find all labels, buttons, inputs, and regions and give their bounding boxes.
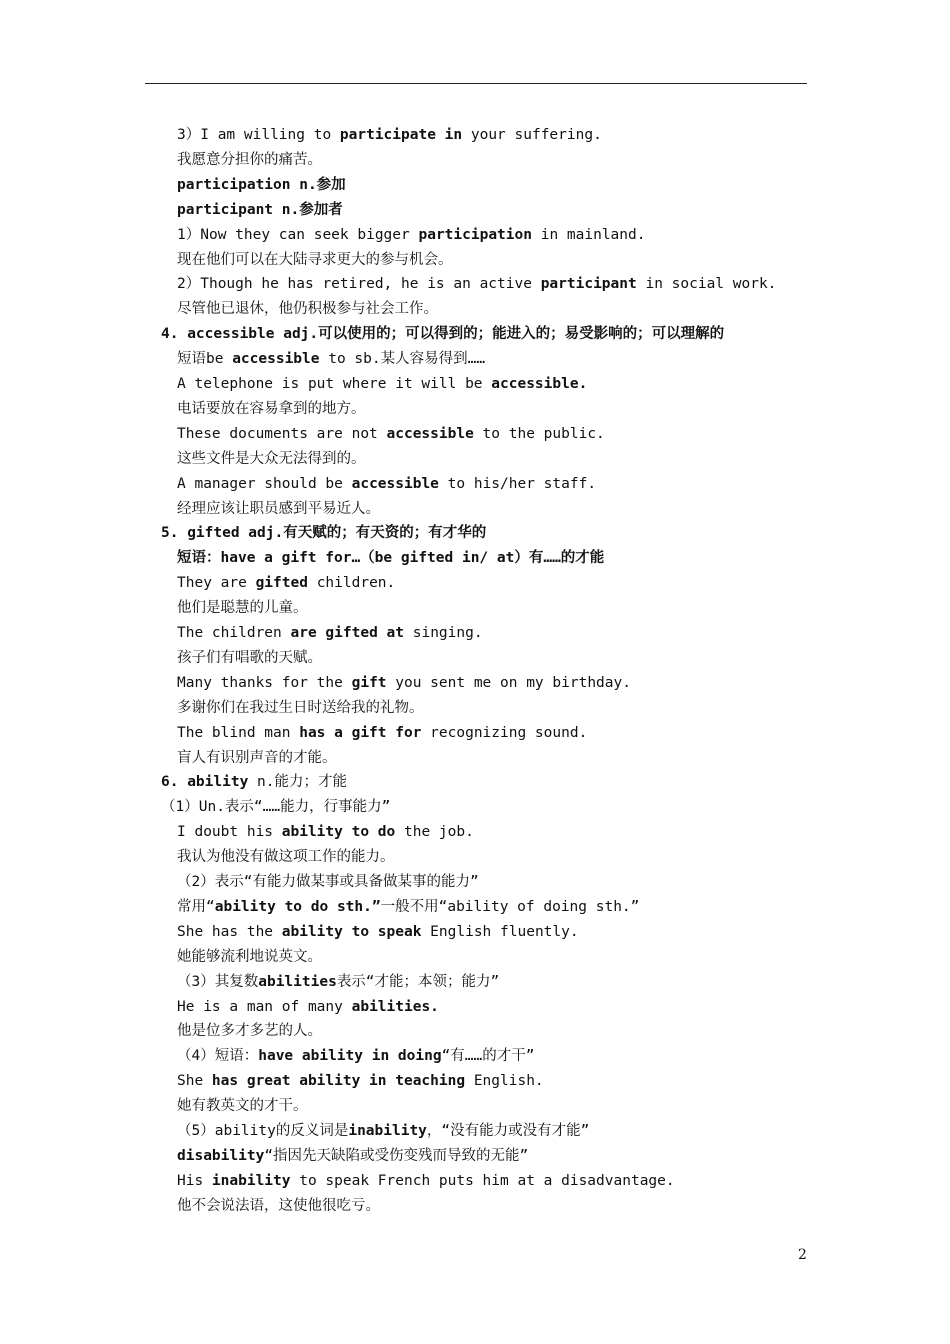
text-segment: the job. [395,824,474,841]
text-segment: to speak French puts him at a disadvantage. [290,1172,675,1189]
text-line [177,1021,322,1041]
bold-segment: ability to do [281,824,396,841]
text-segment: 表示“才能；本领；能力” [336,973,500,990]
bold-segment: inability [348,1123,427,1139]
text-line [177,1196,380,1216]
text-segment: （4）短语： [177,1048,259,1065]
text-segment: “有……的才干” [441,1048,535,1065]
text-segment: Many thanks for the [177,674,352,691]
bold-segment: have ability in doing [258,1048,442,1065]
text-segment: 他们是聪慧的儿童。 [177,600,308,617]
text-segment: in social work. [636,276,777,293]
text-line [177,897,639,917]
text-line [177,125,602,145]
text-line [177,200,343,220]
bold-segment: participation [418,226,532,243]
bold-segment: disability [177,1147,265,1164]
text-segment: ，“没有能力或没有才能” [426,1123,590,1139]
text-line [177,1146,528,1166]
text-line [177,1096,308,1116]
text-segment: The blind man [177,724,300,741]
bold-segment: 4. accessible adj.可以使用的；可以得到的；能进入的；易受影响的；可以理解的 [161,326,725,343]
text-segment: English fluently. [421,923,579,940]
bold-segment: 短语：have a gift for…（be gifted in/ at）有……的才能 [177,550,605,567]
bold-segment: inability [211,1172,291,1189]
bold-segment: has a gift for [299,724,422,741]
text-segment: （2）表示“有能力做某事或具备做某事的能力” [177,874,479,890]
text-line [177,449,366,469]
bold-segment: abilities [258,973,337,990]
text-segment: “指因先天缺陷或受伤变残而导致的无能” [264,1147,529,1164]
text-segment: I doubt his [177,824,282,841]
text-line [161,324,724,344]
text-segment: n.能力；才能 [248,774,348,791]
text-segment: 他不会说法语，这使他很吃亏。 [177,1197,380,1214]
text-line [177,1121,589,1141]
text-line [177,548,604,568]
text-segment: to his/her staff. [438,475,597,492]
text-segment: 1）Now they can seek bigger [177,226,419,243]
bold-segment: 5. gifted adj.有天赋的；有天资的；有才华的 [161,525,487,542]
bold-segment: participation n.参加 [177,176,346,193]
text-segment: 我愿意分担你的痛苦。 [177,151,322,168]
bold-segment: accessible [386,425,474,442]
bold-segment: participant [540,276,637,293]
text-segment: 短语be [177,351,233,368]
text-segment: She has the [177,923,282,940]
bold-segment: abilities. [351,998,439,1015]
bold-segment: ability to speak [281,923,422,940]
text-line [177,175,346,195]
text-line [177,399,366,419]
text-segment: （1）Un.表示“……能力，行事能力” [161,799,391,816]
bold-segment: accessible [351,475,439,492]
text-line [177,748,337,768]
text-line [177,673,631,693]
text-line [161,523,486,543]
text-segment: 一般不用“ability of doing sth.” [380,898,640,915]
text-line [177,847,395,867]
text-line [177,573,395,593]
text-segment: 他是位多才多艺的人。 [177,1023,322,1040]
bold-segment: gift [351,674,387,691]
text-segment: A telephone is put where it will be [177,376,492,392]
text-segment: They are [177,575,256,592]
text-line [177,424,605,444]
text-segment: These documents are not [177,425,387,442]
text-line [177,1071,544,1091]
text-line [177,274,776,294]
text-line [177,1171,675,1191]
text-line [177,698,424,718]
text-segment: 多谢你们在我过生日时送给我的礼物。 [177,699,424,716]
text-segment: your suffering. [462,127,602,143]
text-segment: 盲人有识别声音的才能。 [177,749,337,766]
text-segment: 经理应该让职员感到平易近人。 [177,500,380,517]
bold-segment: accessible [232,351,320,368]
text-line [177,872,479,892]
text-line [177,598,308,618]
text-segment: 我认为他没有做这项工作的能力。 [177,849,395,866]
bold-segment: has great ability in teaching [211,1073,466,1090]
text-segment: 3）I am willing to [177,127,340,143]
text-line [177,997,439,1017]
text-line [161,772,347,792]
text-line [177,250,453,270]
bold-segment: 6. ability [161,774,249,791]
text-segment: 电话要放在容易拿到的地方。 [177,400,366,417]
header-rule [145,83,807,84]
text-line [177,972,499,992]
text-line [177,349,485,369]
bold-segment: gifted [255,575,308,592]
text-segment: （3）其复数 [177,973,259,990]
text-line [177,922,579,942]
text-line [177,499,380,519]
text-line [177,150,322,170]
text-segment: 常用“ [177,898,215,915]
bold-segment: accessible. [491,376,588,392]
text-segment: English. [465,1073,544,1090]
text-segment: to the public. [473,425,605,442]
bold-segment: participant n.参加者 [177,201,343,218]
text-line [177,374,587,394]
text-segment: to sb.某人容易得到…… [319,351,486,368]
text-segment: singing. [404,625,483,641]
text-segment: The children [177,625,291,641]
text-segment: recognizing sound. [421,724,588,741]
text-segment: He is a man of many [177,998,352,1015]
text-line [177,623,483,643]
text-segment: （5）ability的反义词是 [177,1123,349,1139]
text-segment: A manager should be [177,475,352,492]
text-segment: 尽管他已退休，他仍积极参与社会工作。 [177,301,438,318]
text-line [177,474,596,494]
text-line [177,822,474,842]
text-segment: in mainland. [531,226,646,243]
text-line [177,299,438,319]
text-segment: 孩子们有唱歌的天赋。 [177,649,322,666]
bold-segment: are gifted at [290,625,404,641]
text-line [177,723,587,743]
page-number: 2 [798,1247,807,1263]
text-segment: you sent me on my birthday. [386,674,631,691]
text-segment: 这些文件是大众无法得到的。 [177,450,366,467]
text-line [177,648,322,668]
text-segment: children. [307,575,396,592]
text-segment: His [177,1172,212,1189]
text-segment: She [177,1073,212,1090]
bold-segment: ability to do sth.” [214,898,381,915]
text-line [161,797,390,817]
text-line [177,947,322,967]
text-segment: 2）Though he has retired, he is an active [177,276,541,293]
text-line [177,225,645,245]
bold-segment: participate in [339,127,463,143]
text-segment: 她能够流利地说英文。 [177,948,322,965]
text-segment: 现在他们可以在大陆寻求更大的参与机会。 [177,251,453,268]
text-line [177,1046,534,1066]
text-segment: 她有教英文的才干。 [177,1098,308,1115]
